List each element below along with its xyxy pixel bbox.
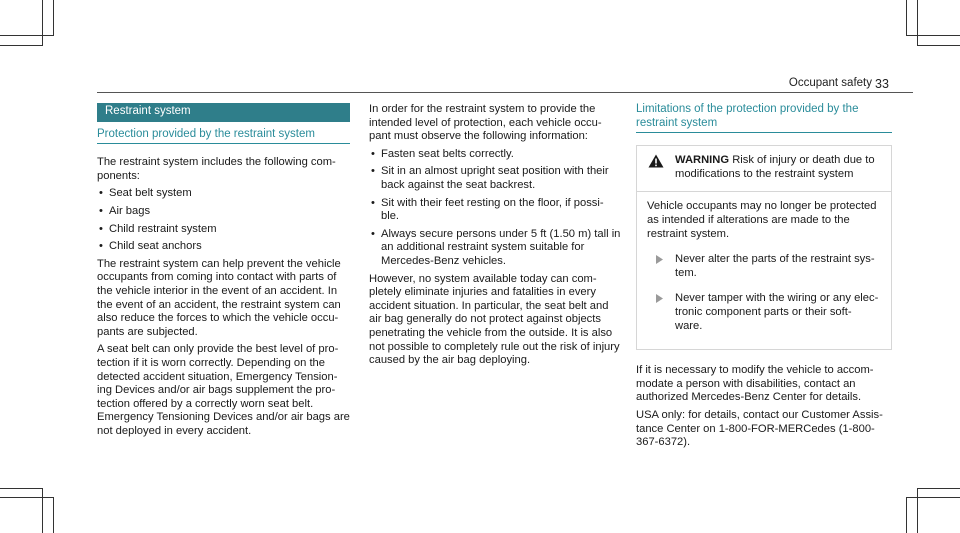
list-item: • Child restraint system [97, 223, 350, 237]
paragraph: However, no system available today can com- pletely eliminate injuries and fatalities in every accident situation. In particular, the seat belt and air bag generally do not protect against objects penetrating the vehicle from the outside. It is also not possible to completely rule out the risk of injury caused by the air bag deploying. [369, 272, 620, 367]
arrow-right-icon [656, 294, 663, 303]
paragraph: The restraint system includes the following com- ponents: [97, 156, 336, 182]
paragraph: The restraint system can help prevent the vehicle occupants from coming into contact with parts of the vehicle interior in the event of an accident. In the event of an accident, the restraint system can also reduce the forces to which the vehicle occu- pants are subjected. [97, 257, 341, 338]
list-item: • Child seat anchors [97, 240, 350, 254]
warning-header [647, 154, 881, 181]
list-item: • Sit with their feet resting on the floor, if possi- ble. [369, 197, 623, 224]
step-text: Never tamper with the wiring or any elec- tronic component parts or their soft- ware. [675, 292, 879, 332]
list-item: • Seat belt system [97, 187, 350, 201]
instruction-step [647, 292, 881, 333]
step-text: Never alter the parts of the restraint sys- tem. [675, 253, 875, 279]
header-rule [97, 92, 913, 93]
divider [637, 191, 891, 192]
subheading: Protection provided by the restraint system [97, 128, 350, 145]
warning-box [636, 145, 892, 350]
paragraph: In order for the restraint system to provide the intended level of protection, each vehicle occu- pant must observe the following information: [369, 103, 602, 143]
list-item: • Always secure persons under 5 ft (1.50 m) tall in an additional restraint system suitable for Mercedes-Benz vehicles. [369, 228, 623, 269]
paragraph: If it is necessary to modify the vehicle to accom- modate a person with disabilities, contact an authorized Mercedes-Benz Center for details. [636, 364, 874, 404]
list-item: • Fasten seat belts correctly. [369, 148, 623, 162]
warning-label: WARNING [675, 154, 730, 167]
subheading: Limitations of the protection provided by the restraint system [636, 103, 892, 133]
column-middle [369, 103, 623, 372]
section-bar: Restraint system [97, 103, 350, 122]
paragraph: A seat belt can only provide the best level of pro- tection if it is worn correctly. Depending on the detected accident situation, Emergency Tension- ing Devices and/or air bags supplement the pro- tection offered by a correctly worn seat belt. Emergency Tensioning Devices and/or air bags are not deployed in every accident. [97, 343, 350, 437]
info-list [369, 148, 623, 269]
list-item: • Air bags [97, 205, 350, 219]
paragraph: USA only: for details, contact our Customer Assis- tance Center on 1-800-FOR-MERCedes (1-800-367-6372). [636, 408, 883, 449]
warning-triangle-icon [648, 154, 664, 168]
list-item: • Sit in an almost upright seat position with their back against the seat backrest. [369, 165, 623, 192]
warning-body: Vehicle occupants may no longer be protected as intended if alterations are made to the restraint system. [647, 200, 877, 240]
warning-title: Risk of injury or death due to modifications to the restraint system [675, 154, 875, 180]
column-left [97, 103, 350, 442]
column-right [636, 103, 892, 454]
page-number: 33 [875, 77, 889, 91]
instruction-step [647, 253, 881, 280]
running-header: Occupant safety [788, 77, 872, 89]
component-list [97, 187, 350, 253]
arrow-right-icon [656, 255, 663, 264]
